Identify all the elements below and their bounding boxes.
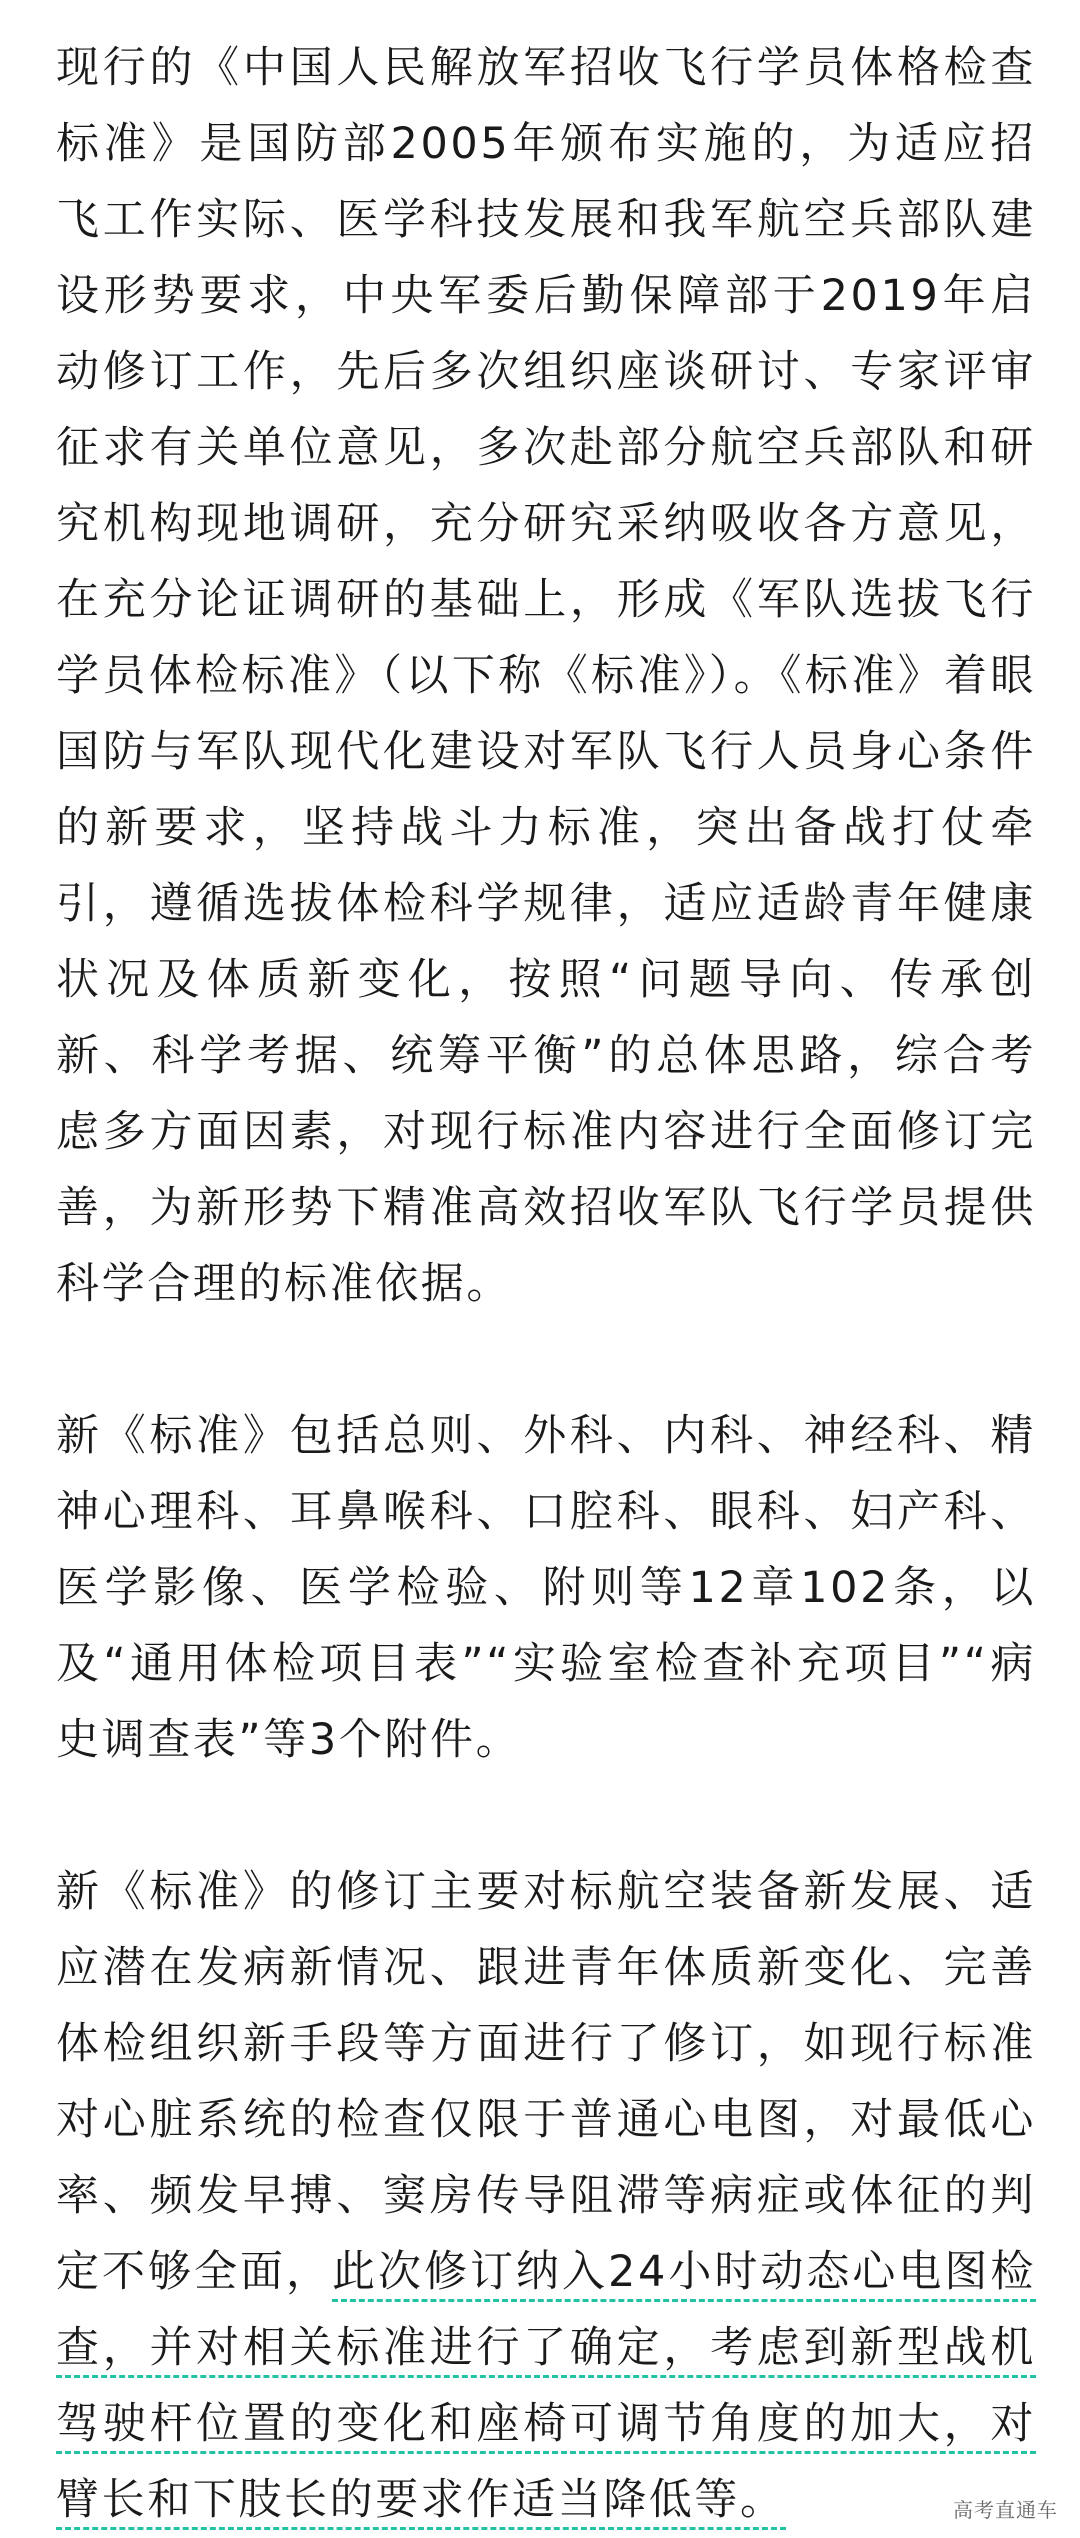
watermark-source: 高考直通车 — [953, 2498, 1058, 2522]
article-paragraph-1: 现行的《中国人民解放军招收飞行学员体格检查标准》是国防部2005年颁布实施的，为适应招飞工作实际、医学科技发展和我军航空兵部队建设形势要求，中央军委后勤保障部于2019年启动修订工作，先后多次组织座谈研讨、专家评审征求有关单位意见，多次赴部分航空兵部队和研究机构现地调研，充分研究采纳吸收各方意见，在充分论证调研的基础上，形成《军队选拔飞行学员体检标准》（以下称《标准》）。《标准》着眼国防与军队现代化建设对军队飞行人员身心条件的新要求，坚持战斗力标准，突出备战打仗牵引，遵循选拔体检科学规律，适应适龄青年健康状况及体质新变化，按照“问题导向、传承创新、科学考据、统筹平衡”的总体思路，综合考虑多方面因素，对现行标准内容进行全面修订完善，为新形势下精准高效招收军队飞行学员提供科学合理的标准依据。 — [56, 43, 1036, 1309]
article-paragraph-2: 新《标准》包括总则、外科、内科、神经科、精神心理科、耳鼻喉科、口腔科、眼科、妇产科、医学影像、医学检验、附则等12章102条，以及“通用体检项目表”“实验室检查补充项目”“病史调查表”等3个附件。 — [56, 1411, 1036, 1765]
highlighted-text[interactable]: 此次修订纳入24小时动态心电图检查，并对相关标准进行了确定，考虑到新型战机驾驶杆位置的变化和座椅可调节角度的加大，对臂长和下肢长的要求作适当降低等。 — [56, 2247, 1036, 2530]
article-body — [56, 30, 1036, 2538]
paragraph-3-text: 新《标准》的修订主要对标航空装备新发展、适应潜在发病新情况、跟进青年体质新变化、完善体检组织新手段等方面进行了修订，如现行标准对心脏系统的检查仅限于普通心电图，对最低心率、频发早搏、窦房传导阻滞等病症或体征的判定不够全面， — [56, 1867, 1036, 2297]
article-paragraph-3 — [56, 1854, 1036, 2538]
